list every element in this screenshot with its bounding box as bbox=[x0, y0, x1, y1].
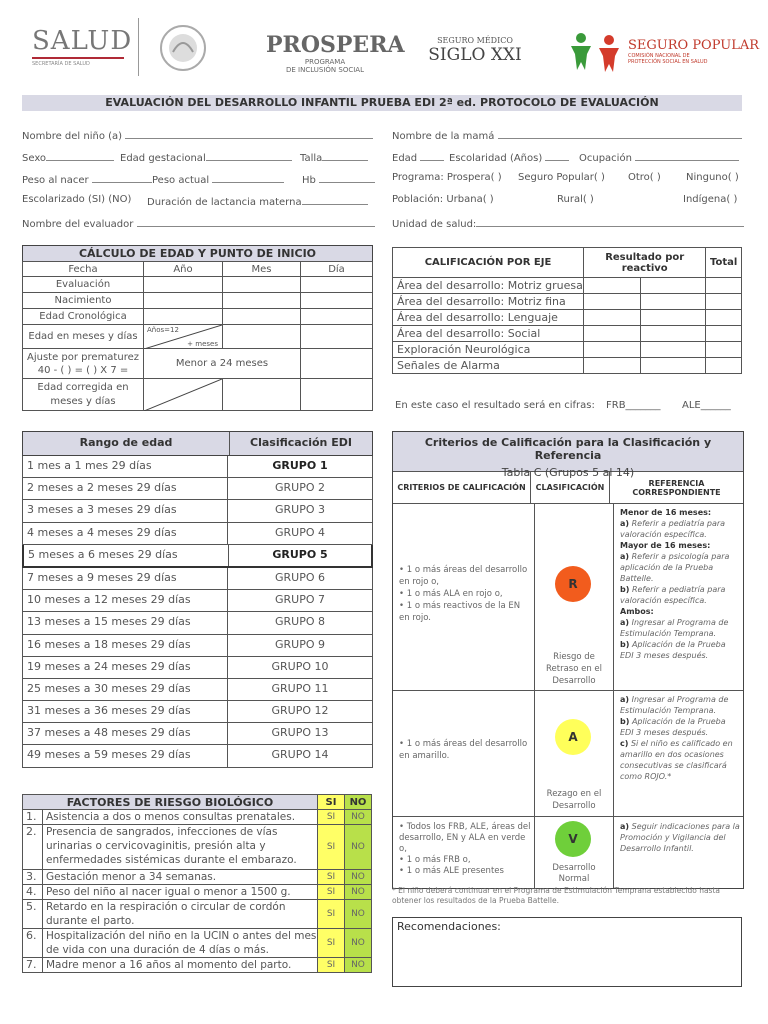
factor-text: Peso del niño al nacer igual o menor a 1500 g. bbox=[43, 885, 318, 900]
referencia-marker: Menor de 16 meses: bbox=[620, 508, 712, 517]
rango-row bbox=[22, 635, 373, 657]
eje-senales-alarma: Señales de Alarma bbox=[393, 358, 584, 374]
field-rural[interactable]: Rural( ) bbox=[557, 194, 594, 205]
referencia-item bbox=[620, 606, 740, 617]
rango-row bbox=[22, 679, 373, 701]
rango-cell: 16 meses a 18 meses 29 días bbox=[23, 635, 228, 656]
rango-row bbox=[22, 590, 373, 612]
anos-meses-cell[interactable] bbox=[144, 325, 223, 349]
factor-no-option[interactable]: NO bbox=[345, 958, 372, 973]
clasificacion-header: Clasificación EDI bbox=[250, 436, 352, 449]
cell[interactable] bbox=[301, 349, 373, 379]
referencia-marker: b) bbox=[620, 585, 630, 594]
factor-no-option[interactable]: NO bbox=[345, 810, 372, 825]
referencia-text: Ingresar al Programa de Estimulación Temprana. bbox=[620, 695, 729, 715]
rango-row bbox=[22, 478, 373, 500]
factor-text: Gestación menor a 34 semanas. bbox=[43, 870, 318, 885]
factor-row bbox=[23, 870, 372, 885]
cell[interactable] bbox=[301, 309, 373, 325]
criterios-title: Criterios de Calificación para la Clasificación y Referencia bbox=[424, 436, 712, 462]
referencia-item bbox=[620, 507, 740, 518]
field-nombre-mama[interactable]: Nombre de la mamá bbox=[392, 128, 742, 142]
col-fecha: Fecha bbox=[23, 262, 144, 277]
field-hb[interactable]: Hb bbox=[302, 172, 375, 186]
cell[interactable] bbox=[641, 342, 706, 358]
rango-cell: 10 meses a 12 meses 29 días bbox=[23, 590, 228, 611]
cell[interactable] bbox=[144, 293, 223, 309]
rojo-referencia bbox=[614, 504, 743, 690]
seguro-popular-logo: SEGURO POPULAR COMISIÓN NACIONAL DE PROTECCIÓN SOCIAL EN SALUD bbox=[628, 38, 760, 65]
cell[interactable] bbox=[584, 342, 641, 358]
rojo-clasificacion bbox=[535, 504, 614, 690]
referencia-item bbox=[620, 617, 740, 639]
cell[interactable] bbox=[223, 379, 301, 411]
rango-cell: 1 mes a 1 mes 29 días bbox=[23, 456, 228, 477]
referencia-text: Referir a psicología para aplicación de la Prueba Battelle. bbox=[620, 552, 730, 583]
factor-si-option[interactable]: SI bbox=[318, 825, 345, 870]
calif-title: CALIFICACIÓN POR EJE bbox=[393, 248, 584, 278]
factor-number: 1. bbox=[23, 810, 43, 825]
factor-number: 5. bbox=[23, 900, 43, 929]
seguro-popular-figures-icon bbox=[569, 32, 625, 72]
grupo-cell: GRUPO 1 bbox=[272, 459, 328, 472]
referencia-item bbox=[620, 551, 740, 584]
factores-title: FACTORES DE RIESGO BIOLÓGICO bbox=[23, 795, 318, 810]
criterio-verde-row bbox=[393, 817, 743, 888]
referencia-marker: Ambos: bbox=[620, 607, 654, 616]
grupo-cell: GRUPO 11 bbox=[271, 681, 329, 695]
referencia-marker: c) bbox=[620, 739, 629, 748]
field-ocupacion[interactable]: Ocupación bbox=[579, 150, 739, 164]
factor-si-option[interactable]: SI bbox=[318, 810, 345, 825]
row-edad-corregida: Edad corregida en meses y días bbox=[23, 379, 144, 411]
cell[interactable] bbox=[706, 310, 742, 326]
frb-field[interactable]: FRB_______ bbox=[606, 400, 661, 411]
criterios-col1: CRITERIOS DE CALIFICACIÓN bbox=[393, 472, 531, 503]
eje-motriz-fina: Área del desarrollo: Motriz fina bbox=[393, 294, 584, 310]
factor-si-option[interactable]: SI bbox=[318, 929, 345, 958]
referencia-text: Aplicación de la Prueba EDI 3 meses después. bbox=[620, 640, 726, 660]
cell[interactable] bbox=[584, 278, 641, 294]
cell[interactable] bbox=[706, 294, 742, 310]
factor-row bbox=[23, 810, 372, 825]
calificacion-eje-table bbox=[392, 247, 742, 374]
siglo-xxi-logo: SEGURO MÉDICO SIGLO XXI bbox=[428, 36, 522, 65]
grupo-cell: GRUPO 14 bbox=[271, 748, 329, 762]
referencia-item bbox=[620, 540, 740, 551]
factor-text: Asistencia a dos o menos consultas prenatales. bbox=[43, 810, 318, 825]
field-edad-gestacional[interactable]: Edad gestacional bbox=[120, 150, 292, 164]
field-lactancia[interactable]: Duración de lactancia materna bbox=[147, 194, 368, 208]
verde-clasificacion bbox=[535, 817, 614, 888]
cell[interactable] bbox=[301, 325, 373, 349]
field-edad[interactable]: Edad bbox=[392, 150, 444, 164]
cell[interactable] bbox=[584, 294, 641, 310]
col-ano: Año bbox=[144, 262, 223, 277]
calculo-title: CÁLCULO DE EDAD Y PUNTO DE INICIO bbox=[23, 246, 373, 262]
grupo-cell: GRUPO 4 bbox=[274, 525, 325, 539]
rango-row bbox=[22, 723, 373, 745]
cell[interactable] bbox=[706, 278, 742, 294]
referencia-text: Seguir indicaciones para la Promoción y Vigilancia del Desarrollo Infantil. bbox=[620, 822, 740, 853]
grupo-cell: GRUPO 8 bbox=[274, 615, 325, 629]
rango-cell: 3 meses a 3 meses 29 días bbox=[23, 500, 228, 521]
verde-criterio: • Todos los FRB, ALE, áreas del desarrollo, EN y ALA en verde o, • 1 o más FRB o, • 1 o más ALE presentes bbox=[393, 817, 535, 888]
grupo-cell: GRUPO 3 bbox=[274, 503, 325, 517]
factor-row bbox=[23, 900, 372, 929]
criterios-col3: REFERENCIA CORRESPONDIENTE bbox=[632, 478, 721, 497]
factor-no-option[interactable]: NO bbox=[345, 900, 372, 929]
recomendaciones-label: Recomendaciones: bbox=[397, 920, 501, 933]
cell[interactable] bbox=[584, 310, 641, 326]
criterios-subtitle: Tabla C (Grupos 5 al 14) bbox=[501, 466, 635, 479]
referencia-text: Aplicación de la Prueba EDI 3 meses después. bbox=[620, 717, 726, 737]
verde-referencia bbox=[614, 817, 743, 888]
grupo-cell: GRUPO 12 bbox=[271, 704, 329, 718]
referencia-marker: b) bbox=[620, 717, 630, 726]
referencia-marker: a) bbox=[620, 695, 630, 704]
referencia-item bbox=[620, 694, 740, 716]
rango-row bbox=[22, 568, 373, 590]
referencia-marker: a) bbox=[620, 822, 630, 831]
rango-cell: 37 meses a 48 meses 29 días bbox=[23, 723, 228, 744]
grupo-cell: GRUPO 9 bbox=[274, 637, 325, 651]
row-edad-cronologica: Edad Cronológica bbox=[23, 309, 144, 325]
rango-cell: 25 meses a 30 meses 29 días bbox=[23, 679, 228, 700]
factor-row bbox=[23, 958, 372, 973]
amarillo-circle: A bbox=[555, 719, 591, 755]
no-header: NO bbox=[345, 795, 372, 810]
grupo-cell: GRUPO 10 bbox=[271, 659, 329, 673]
rango-cell: 4 meses a 4 meses 29 días bbox=[23, 523, 228, 544]
grupo-cell: GRUPO 7 bbox=[274, 593, 325, 607]
eje-social: Área del desarrollo: Social bbox=[393, 326, 584, 342]
criterio-amarillo-row bbox=[393, 691, 743, 817]
field-indigena[interactable]: Indígena( ) bbox=[683, 194, 738, 205]
cell[interactable] bbox=[706, 358, 742, 374]
field-peso-nacer[interactable]: Peso al nacer bbox=[22, 172, 152, 186]
rojo-circle: R bbox=[555, 566, 591, 602]
row-ajuste-prematurez: Ajuste por prematurez 40 - ( ) = ( ) X 7 = bbox=[23, 349, 144, 379]
field-sexo[interactable]: Sexo bbox=[22, 150, 114, 164]
factor-text: Retardo en la respiración o circular de cordón durante el parto. bbox=[43, 900, 318, 929]
grupo-cell: GRUPO 5 bbox=[272, 547, 328, 561]
factor-number: 4. bbox=[23, 885, 43, 900]
factor-text: Madre menor a 16 años al momento del parto. bbox=[43, 958, 318, 973]
criterio-rojo-row bbox=[393, 504, 743, 691]
factor-si-option[interactable]: SI bbox=[318, 958, 345, 973]
rango-row bbox=[22, 657, 373, 679]
rango-row bbox=[22, 500, 373, 522]
cell[interactable] bbox=[641, 294, 706, 310]
factor-row bbox=[23, 825, 372, 870]
rango-cell: 2 meses a 2 meses 29 días bbox=[23, 478, 228, 499]
logo-divider bbox=[138, 18, 139, 76]
rango-row bbox=[22, 545, 373, 568]
factor-no-option[interactable]: NO bbox=[345, 870, 372, 885]
factor-number: 7. bbox=[23, 958, 43, 973]
amarillo-referencia bbox=[614, 691, 743, 816]
cell[interactable] bbox=[301, 277, 373, 293]
cell[interactable] bbox=[584, 358, 641, 374]
rango-cell: 49 meses a 59 meses 29 días bbox=[23, 745, 228, 766]
rango-cell: 5 meses a 6 meses 29 días bbox=[24, 545, 229, 566]
factor-number: 3. bbox=[23, 870, 43, 885]
factor-si-option[interactable]: SI bbox=[318, 885, 345, 900]
mexico-seal-icon bbox=[155, 22, 211, 74]
rojo-criterio: • 1 o más áreas del desarrollo en rojo o, • 1 o más ALA en rojo o, • 1 o más reactivos de la EN en rojo. bbox=[393, 504, 535, 690]
field-talla[interactable]: Talla bbox=[300, 150, 368, 164]
row-edad-meses: Edad en meses y días bbox=[23, 325, 144, 349]
recomendaciones-box[interactable] bbox=[392, 917, 742, 987]
row-evaluacion: Evaluación bbox=[23, 277, 144, 293]
criterios-col2: CLASIFICACIÓN bbox=[531, 472, 610, 503]
factor-si-option[interactable]: SI bbox=[318, 900, 345, 929]
rango-row bbox=[22, 745, 373, 767]
field-seguro-popular[interactable]: Seguro Popular( ) bbox=[518, 172, 605, 183]
rango-header: Rango de edad bbox=[23, 432, 230, 455]
resultado-header: Resultado por reactivo bbox=[584, 248, 706, 278]
col-mes: Mes bbox=[223, 262, 301, 277]
cell[interactable] bbox=[144, 309, 223, 325]
referencia-marker: a) bbox=[620, 519, 630, 528]
amarillo-criterio: • 1 o más áreas del desarrollo en amarillo. bbox=[393, 691, 535, 816]
factores-riesgo-table bbox=[22, 794, 372, 973]
grupo-cell: GRUPO 2 bbox=[274, 481, 325, 495]
cell[interactable] bbox=[641, 358, 706, 374]
cell[interactable] bbox=[223, 325, 301, 349]
referencia-marker: Mayor de 16 meses: bbox=[620, 541, 711, 550]
corregida-cell[interactable] bbox=[144, 379, 223, 411]
cell[interactable] bbox=[706, 342, 742, 358]
factor-si-option[interactable]: SI bbox=[318, 870, 345, 885]
verde-circle: V bbox=[555, 821, 591, 857]
field-ninguno[interactable]: Ninguno( ) bbox=[686, 172, 739, 183]
cell[interactable] bbox=[301, 379, 373, 411]
field-poblacion-urbana[interactable]: Población: Urbana( ) bbox=[392, 194, 494, 205]
eje-lenguaje: Área del desarrollo: Lenguaje bbox=[393, 310, 584, 326]
cell[interactable] bbox=[144, 277, 223, 293]
cell[interactable] bbox=[641, 310, 706, 326]
cell[interactable] bbox=[641, 326, 706, 342]
criterios-table bbox=[392, 431, 744, 889]
verde-label: Desarrollo Normal bbox=[552, 863, 596, 884]
rango-row bbox=[22, 701, 373, 723]
amarillo-clasificacion bbox=[535, 691, 614, 816]
si-header: SI bbox=[318, 795, 345, 810]
row-nacimiento: Nacimiento bbox=[23, 293, 144, 309]
rango-row bbox=[22, 523, 373, 545]
rango-cell: 13 meses a 15 meses 29 días bbox=[23, 612, 228, 633]
referencia-text: Referir a pediatría para valoración específica. bbox=[620, 519, 726, 539]
cell[interactable] bbox=[301, 293, 373, 309]
referencia-item bbox=[620, 738, 740, 782]
prospera-logo: PROSPERA PROGRAMA DE INCLUSIÓN SOCIAL bbox=[266, 32, 405, 74]
total-header: Total bbox=[706, 248, 742, 278]
anos-hint: Años=12 bbox=[147, 326, 179, 334]
field-escolarizado[interactable]: Escolarizado (SI) (NO) bbox=[22, 194, 132, 205]
factor-no-option[interactable]: NO bbox=[345, 929, 372, 958]
factor-row bbox=[23, 885, 372, 900]
rango-row bbox=[22, 612, 373, 634]
rango-cell: 7 meses a 9 meses 29 días bbox=[23, 568, 228, 589]
referencia-text: Referir a pediatría para valoración específica. bbox=[620, 585, 726, 605]
referencia-marker: b) bbox=[620, 640, 630, 649]
factor-number: 6. bbox=[23, 929, 43, 958]
factor-row bbox=[23, 929, 372, 958]
referencia-item bbox=[620, 584, 740, 606]
factor-no-option[interactable]: NO bbox=[345, 825, 372, 870]
referencia-item bbox=[620, 821, 740, 854]
factor-number: 2. bbox=[23, 825, 43, 870]
amarillo-label: Rezago en el Desarrollo bbox=[546, 789, 602, 811]
col-dia: Día bbox=[301, 262, 373, 277]
factor-text: Presencia de sangrados, infecciones de vías urinarias o cervicovaginitis, presión alta y enfermedades sistémicas durante el embarazo. bbox=[43, 825, 318, 870]
cell[interactable] bbox=[223, 277, 301, 293]
eje-exploracion-neurologica: Exploración Neurológica bbox=[393, 342, 584, 358]
rango-cell: 31 meses a 36 meses 29 días bbox=[23, 701, 228, 722]
field-peso-actual[interactable]: Peso actual bbox=[152, 172, 284, 186]
cell[interactable] bbox=[706, 326, 742, 342]
cell[interactable] bbox=[641, 278, 706, 294]
eje-motriz-gruesa: Área del desarrollo: Motriz gruesa bbox=[393, 278, 584, 294]
field-programa-prospera[interactable]: Programa: Prospera( ) bbox=[392, 172, 502, 183]
referencia-item bbox=[620, 639, 740, 661]
salud-logo: SALUD SECRETARÍA DE SALUD bbox=[32, 26, 133, 67]
factor-no-option[interactable]: NO bbox=[345, 885, 372, 900]
rango-cell: 19 meses a 24 meses 29 días bbox=[23, 657, 228, 678]
resultado-cifras-text: En este caso el resultado será en cifras: bbox=[395, 400, 595, 411]
referencia-marker: a) bbox=[620, 618, 630, 627]
rango-row bbox=[22, 456, 373, 478]
ale-field[interactable]: ALE______ bbox=[682, 400, 731, 411]
field-evaluador[interactable]: Nombre del evaluador bbox=[22, 216, 375, 230]
factor-text: Hospitalización del niño en la UCIN o antes del mes de vida con una duración de 4 días o más. bbox=[43, 929, 318, 958]
criterios-nota: * El niño deberá continuar en el Programa de Estimulación Temprana establecido hasta obtener los resultados de la Prueba Battelle. bbox=[392, 886, 720, 905]
grupo-cell: GRUPO 13 bbox=[271, 726, 329, 740]
field-otro[interactable]: Otro( ) bbox=[628, 172, 661, 183]
referencia-text: Si el niño es calificado en amarillo en dos ocasiones consecutivas se clasificará como ROJO.* bbox=[620, 739, 733, 781]
rojo-label: Riesgo de Retraso en el Desarrollo bbox=[545, 652, 603, 686]
cell[interactable] bbox=[584, 326, 641, 342]
menor-24-meses: Menor a 24 meses bbox=[144, 349, 301, 379]
referencia-marker: a) bbox=[620, 552, 630, 561]
referencia-item bbox=[620, 518, 740, 540]
grupo-cell: GRUPO 6 bbox=[274, 570, 325, 584]
rango-edad-table bbox=[22, 431, 373, 768]
field-escolaridad[interactable]: Escolaridad (Años) bbox=[449, 150, 569, 164]
referencia-text: Ingresar al Programa de Estimulación Temprana. bbox=[620, 618, 729, 638]
cell[interactable] bbox=[223, 309, 301, 325]
field-nombre-nino[interactable]: Nombre del niño (a) bbox=[22, 128, 373, 142]
cell[interactable] bbox=[223, 293, 301, 309]
referencia-item bbox=[620, 716, 740, 738]
meses-hint: + meses bbox=[187, 340, 218, 348]
page-title: EVALUACIÓN DEL DESARROLLO INFANTIL PRUEBA EDI 2ª ed. PROTOCOLO DE EVALUACIÓN bbox=[105, 96, 659, 109]
calculo-edad-table bbox=[22, 245, 373, 411]
field-unidad-salud[interactable]: Unidad de salud: bbox=[392, 216, 744, 230]
